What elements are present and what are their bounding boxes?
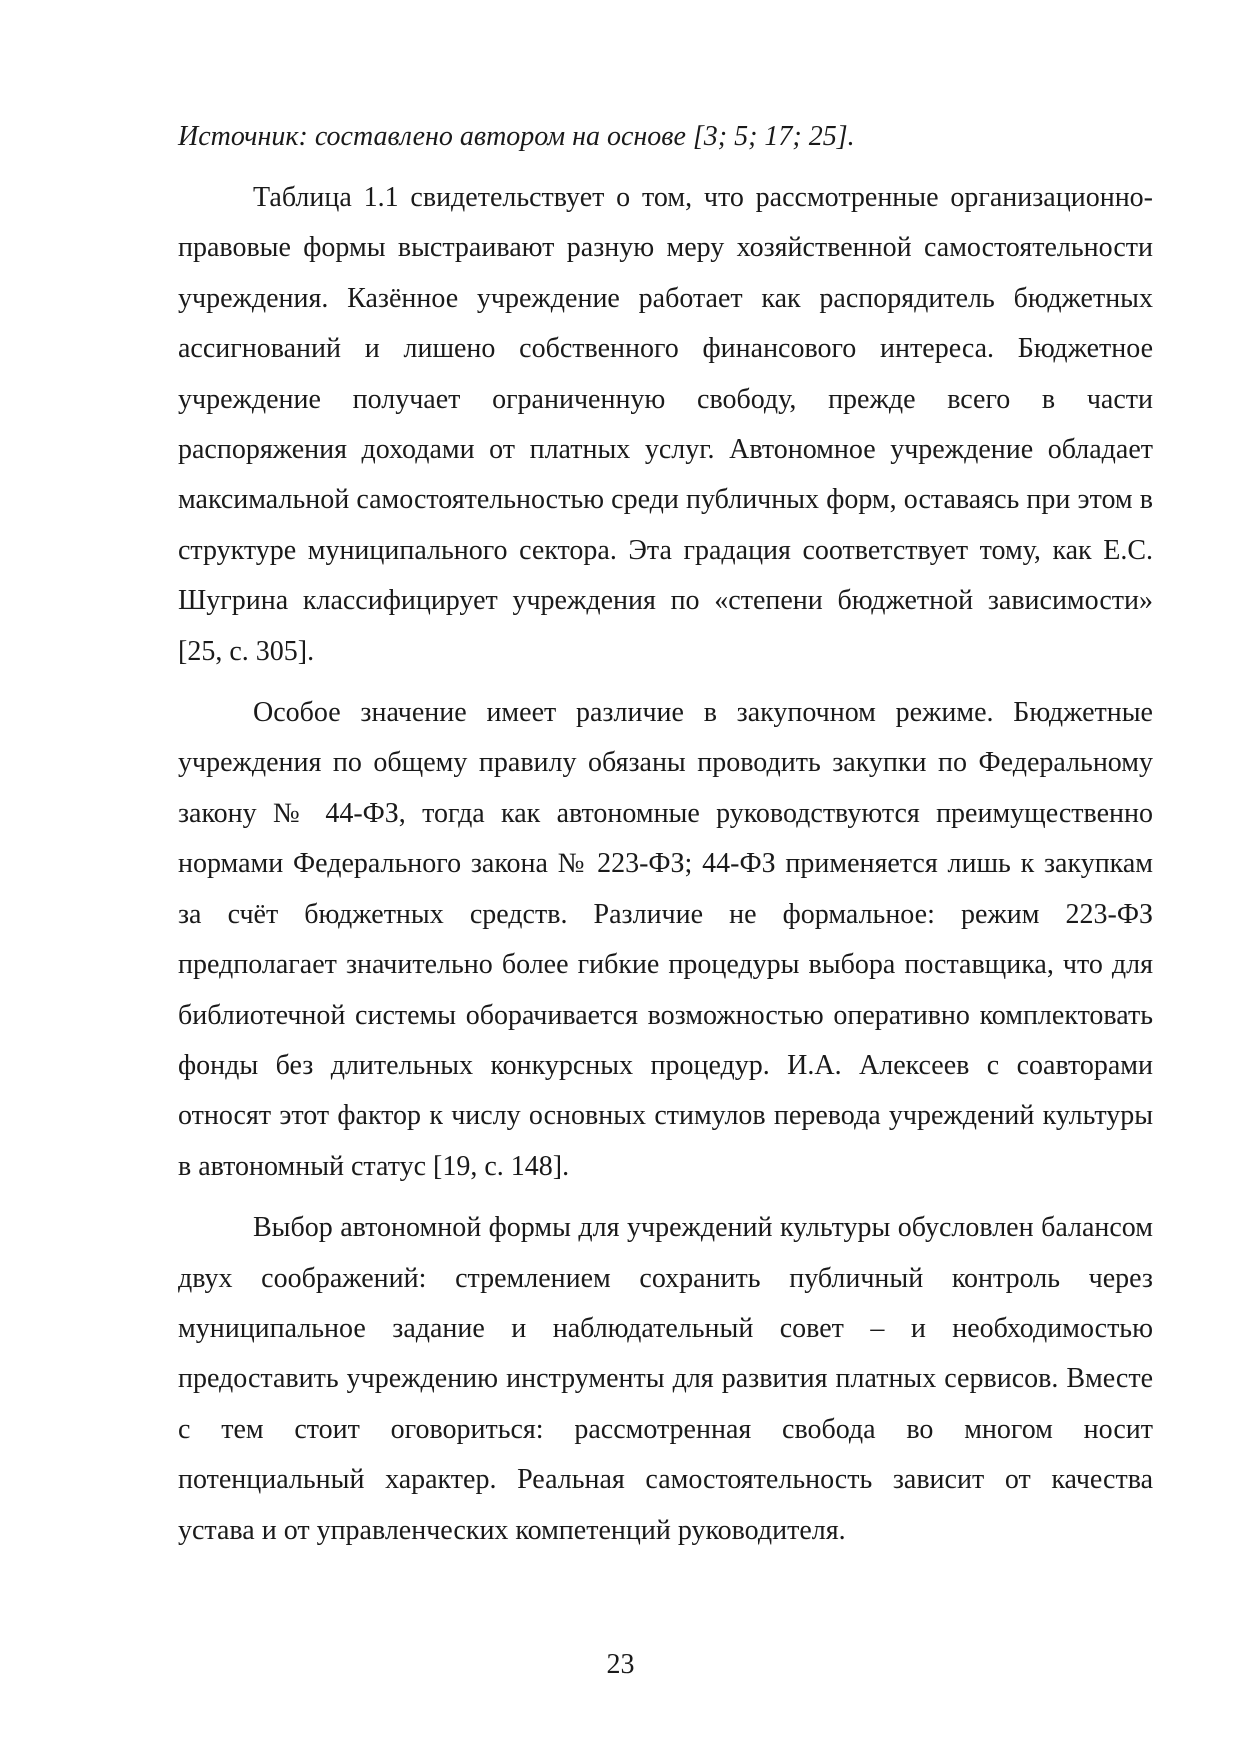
paragraph-1: Таблица 1.1 свидетельствует о том, что рассмотренные организационно-правовые формы выстраивают разную меру хозяйственной самостоятельности учреждения. Казённое учреждение работает как распорядитель бюджетных ассигнований и лишено собственного финансового интереса. Бюджетное учреждение получает ограниченную свободу, прежде всего в части распоряжения доходами от платных услуг. Автономное учреждение обладает максимальной самостоятельностью среди публичных форм, оставаясь при этом в структуре муниципального сектора. Эта градация соответствует тому, как Е.С. Шугрина классифицирует учреждения по «степени бюджетной зависимости» [25, с. 305]. [178, 182, 1153, 667]
source-note: Источник: составлено автором на основе [3; 5; 17; 25]. [178, 121, 855, 152]
paragraph-2: Особое значение имеет различие в закупочном режиме. Бюджетные учреждения по общему правилу обязаны проводить закупки по Федеральному закону № 44-ФЗ, тогда как автономные руководствуются преимущественно нормами Федерального закона № 223-ФЗ; 44-ФЗ применяется лишь к закупкам за счёт бюджетных средств. Различие не формальное: режим 223-ФЗ предполагает значительно более гибкие процедуры выбора поставщика, что для библиотечной системы оборачивается возможностью оперативно комплектовать фонды без длительных конкурсных процедур. И.А. Алексеев с соавторами относят этот фактор к числу основных стимулов перевода учреждений культуры в автономный статус [19, с. 148]. [178, 697, 1153, 1182]
page-number: 23 [606, 1649, 635, 1680]
paragraph-3: Выбор автономной формы для учреждений культуры обусловлен балансом двух соображений: стремлением сохранить публичный контроль через муниципальное задание и наблюдательный совет – и необходимостью предоставить учреждению инструменты для развития платных сервисов. Вместе с тем стоит оговориться: рассмотренная свобода во многом носит потенциальный характер. Реальная самостоятельность зависит от качества устава и от управленческих компетенций руководителя. [178, 1212, 1153, 1546]
document-page [178, 112, 1153, 1567]
